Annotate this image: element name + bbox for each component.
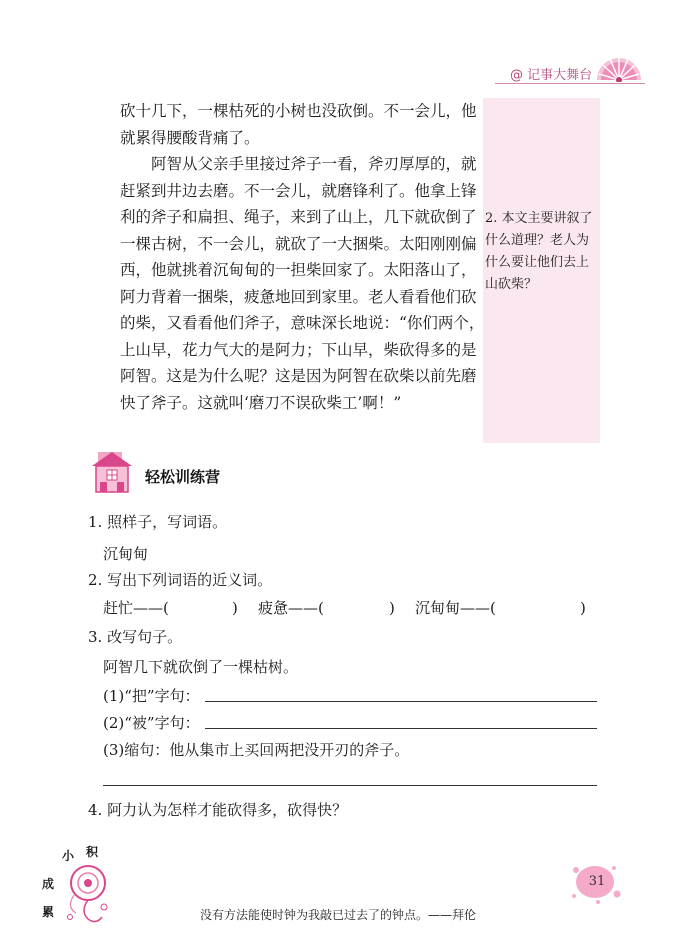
q3-answer-line-1[interactable] — [205, 701, 597, 702]
q3-sub2: (2)“被”字句： — [103, 714, 200, 732]
brand-char-1: 小 — [62, 849, 75, 863]
q2-close2: ) — [389, 599, 395, 617]
q3-sentence: 阿智几下就砍倒了一棵枯树。 — [103, 658, 299, 676]
page-number: 31 — [588, 874, 606, 889]
brand-char-4: 累 — [42, 905, 55, 919]
swirl-icon — [60, 861, 118, 927]
q2-close1: ) — [232, 599, 238, 617]
q3-answer-line-2[interactable] — [205, 728, 597, 729]
fan-decoration-icon — [595, 52, 643, 82]
q1-title: 1. 照样子，写词语。 — [88, 513, 228, 531]
q2-close3: ) — [580, 599, 586, 617]
q3-title: 3. 改写句子。 — [88, 628, 183, 646]
footer-quote: 没有方法能使时钟为我敲已过去了的钟点。——拜伦 — [200, 908, 477, 922]
sidebar-panel — [483, 98, 600, 443]
q4-title: 4. 阿力认为怎样才能砍得多，砍得快？ — [88, 801, 348, 819]
sidebar-question: 2. 本文主要讲叙了什么道理？老人为什么要让他们去上山砍柴？ — [485, 211, 593, 292]
q2-word3: 沉甸甸——( — [415, 599, 496, 617]
q3-sub3: (3)缩句：他从集市上买回两把没开刃的斧子。 — [103, 741, 410, 759]
house-icon — [90, 448, 134, 494]
section-title: 轻松训练营 — [145, 468, 221, 486]
brand-char-2: 积 — [86, 845, 99, 859]
q2-word1: 赶忙——( — [103, 599, 169, 617]
story-text — [120, 98, 485, 416]
q2-word2: 疲惫——( — [258, 599, 324, 617]
story-paragraph-1: 砍十几下，一棵枯死的小树也没砍倒。不一会儿，他就累得腰酸背痛了。 — [120, 102, 477, 147]
header-title: @ 记事大舞台 — [510, 68, 593, 83]
brand-logo — [40, 845, 120, 930]
q1-example: 沉甸甸 — [103, 545, 149, 563]
q2-title: 2. 写出下列词语的近义词。 — [88, 571, 273, 589]
q3-answer-line-3[interactable] — [103, 785, 597, 786]
story-paragraph-2: 阿智从父亲手里接过斧子一看，斧刃厚厚的，就赶紧到井边去磨。不一会儿，就磨锋利了。他拿上锋利的斧子和扁担、绳子，来到了山上，几下就砍倒了一棵古树，不一会儿，就砍了一大捆柴。太阳刚刚偏西，他就挑着沉甸甸的一担柴回家了。太阳落山了，阿力背着一捆柴，疲惫地回到家里。老人看看他们砍的柴，又看看他们斧子，意味深长地说：“你们两个，上山早，花力气大的是阿力；下山早，柴砍得多的是阿智。这是为什么呢？这是因为阿智在砍柴以前先磨快了斧子。这就叫‘磨刀不误砍柴工’啊！” — [120, 155, 485, 412]
q3-sub1: (1)“把”字句： — [103, 687, 200, 705]
brand-char-3: 成 — [42, 877, 55, 891]
header-divider — [495, 83, 645, 84]
